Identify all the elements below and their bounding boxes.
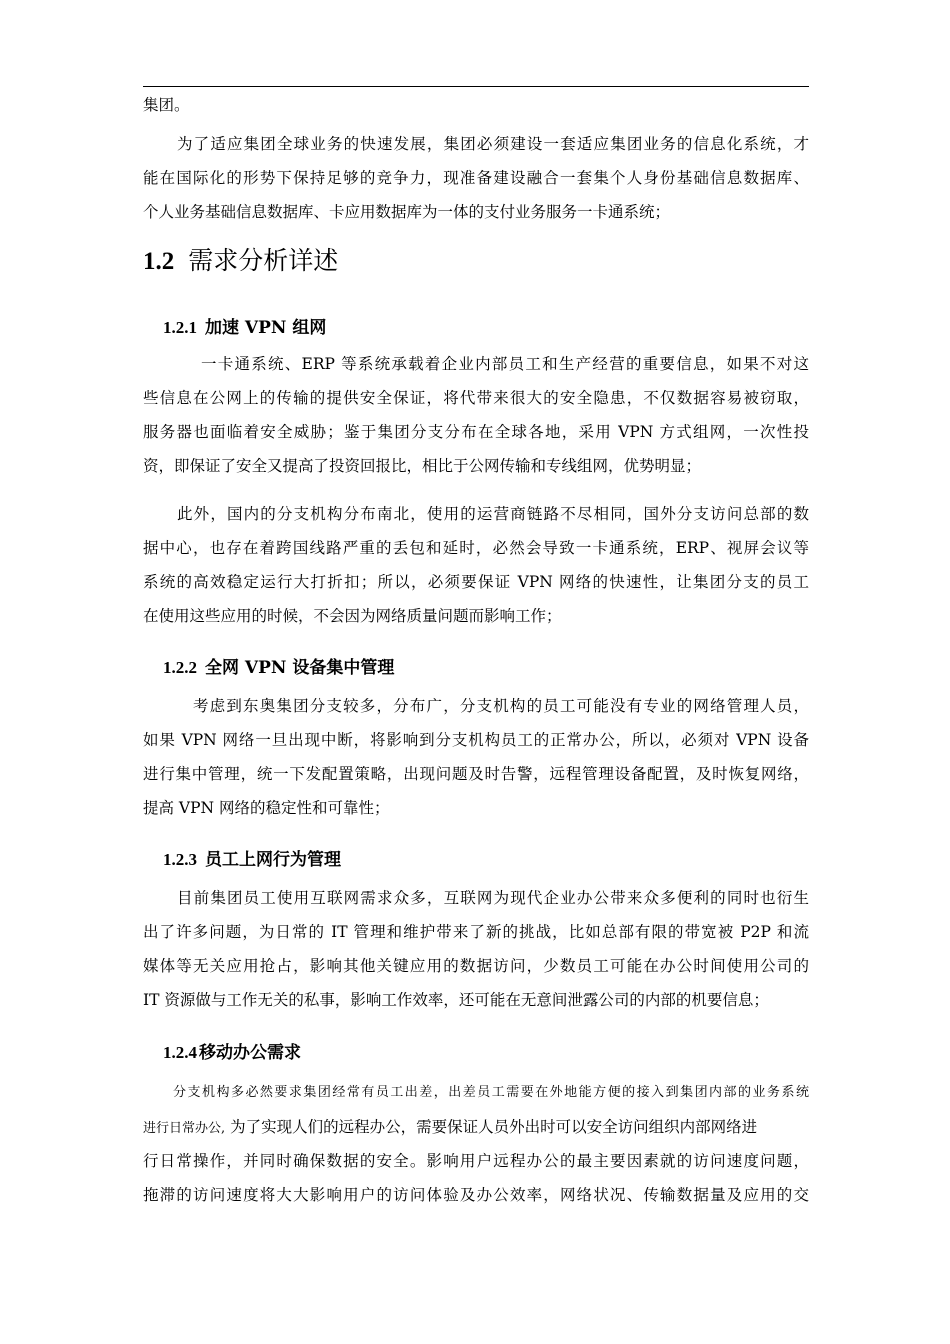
paragraph-line: 出了许多问题，为日常的 IT 管理和维护带来了新的挑战，比如总部有限的带宽被 P2P 和流 bbox=[143, 923, 809, 941]
text-segment: 为了实现人们的远程办公，需要保证人员外出时可以安全访问组织内部网络进 bbox=[230, 1118, 758, 1136]
paragraph-line: 在使用这些应用的时候，不会因为网络质量问题而影响工作； bbox=[143, 607, 562, 625]
paragraph-line: 服务器也面临着安全威胁；鉴于集团分支分布在全球各地，采用 VPN 方式组网，一次性投 bbox=[143, 423, 809, 441]
section-number: 1.2 bbox=[143, 248, 175, 275]
paragraph-line: 系统的高效稳定运行大打折扣；所以，必须要保证 VPN 网络的快速性，让集团分支的员工 bbox=[143, 573, 809, 591]
paragraph-line: 行日常操作，并同时确保数据的安全。影响用户远程办公的最主要因素就的访问速度问题， bbox=[143, 1152, 809, 1170]
subsection-title: 全网 VPN 设备集中管理 bbox=[205, 658, 395, 678]
subsection-number: 1.2.3 bbox=[163, 850, 197, 869]
subsection-heading-2 bbox=[163, 653, 394, 678]
small-text-segment: 进行日常办公, bbox=[143, 1121, 226, 1136]
subsection-number: 1.2.2 bbox=[163, 658, 197, 677]
intro-paragraph bbox=[143, 127, 809, 229]
paragraph-line: 分支机构多必然要求集团经常有员工出差，出差员工需要在外地能方便的接入到集团内部的业务系统 bbox=[173, 1085, 809, 1100]
sub1-paragraph-1 bbox=[143, 347, 809, 483]
paragraph-line: 集团。 bbox=[143, 96, 190, 114]
sub3-paragraph bbox=[143, 881, 809, 1017]
subsection-heading-3 bbox=[163, 845, 341, 870]
subsection-heading-1 bbox=[163, 313, 326, 338]
sub1-paragraph-2 bbox=[143, 497, 809, 633]
paragraph-line: 提高 VPN 网络的稳定性和可靠性； bbox=[143, 799, 390, 817]
paragraph-line: 目前集团员工使用互联网需求众多，互联网为现代企业办公带来众多便利的同时也衍生 bbox=[177, 889, 809, 907]
paragraph-line: 如果 VPN 网络一旦出现中断，将影响到分支机构员工的正常办公，所以，必须对 VPN 设备 bbox=[143, 731, 809, 749]
section-title: 需求分析详述 bbox=[188, 246, 339, 275]
subsection-number: 1.2.1 bbox=[163, 318, 197, 337]
paragraph-line: 拖滞的访问速度将大大影响用户的访问体验及办公效率，网络状况、传输数据量及应用的交 bbox=[143, 1186, 809, 1204]
paragraph-line: 个人业务基础信息数据库、卡应用数据库为一体的支付业务服务一卡通系统； bbox=[143, 203, 671, 221]
sub4-paragraph bbox=[143, 1076, 809, 1212]
paragraph-line: 资，即保证了安全又提高了投资回报比，相比于公网传输和专线组网，优势明显； bbox=[143, 457, 702, 475]
top-fragment bbox=[143, 88, 809, 122]
sub2-paragraph bbox=[143, 689, 809, 825]
paragraph-line: IT 资源做与工作无关的私事，影响工作效率，还可能在无意间泄露公司的内部的机要信息； bbox=[143, 991, 769, 1009]
paragraph-line: 媒体等无关应用抢占，影响其他关键应用的数据访问，少数员工可能在办公时间使用公司的 bbox=[143, 957, 809, 975]
header-rule bbox=[143, 86, 809, 87]
paragraph-line: 能在国际化的形势下保持足够的竞争力，现准备建设融合一套集个人身份基础信息数据库、 bbox=[143, 169, 809, 187]
subsection-title: 员工上网行为管理 bbox=[205, 850, 341, 870]
section-heading bbox=[143, 241, 338, 277]
paragraph-line bbox=[143, 1110, 809, 1144]
subsection-title: 加速 VPN 组网 bbox=[205, 318, 327, 338]
paragraph-line: 据中心，也存在着跨国线路严重的丢包和延时，必然会导致一卡通系统，ERP、视屏会议等 bbox=[143, 539, 809, 557]
paragraph-line: 一卡通系统、ERP 等系统承载着企业内部员工和生产经营的重要信息，如果不对这 bbox=[201, 355, 809, 373]
subsection-heading-4 bbox=[163, 1038, 301, 1063]
subsection-title: 移动办公需求 bbox=[199, 1043, 301, 1063]
paragraph-line: 些信息在公网上的传输的提供安全保证，将代带来很大的安全隐患，不仅数据容易被窃取， bbox=[143, 389, 809, 407]
paragraph-line: 考虑到东奥集团分支较多，分布广，分支机构的员工可能没有专业的网络管理人员， bbox=[193, 697, 809, 715]
paragraph-line: 进行集中管理，统一下发配置策略，出现问题及时告警，远程管理设备配置，及时恢复网络， bbox=[143, 765, 809, 783]
subsection-number: 1.2.4 bbox=[163, 1043, 197, 1062]
paragraph-line: 此外，国内的分支机构分布南北，使用的运营商链路不尽相同，国外分支访问总部的数 bbox=[177, 505, 809, 523]
paragraph-line: 为了适应集团全球业务的快速发展，集团必须建设一套适应集团业务的信息化系统，才 bbox=[177, 135, 809, 153]
